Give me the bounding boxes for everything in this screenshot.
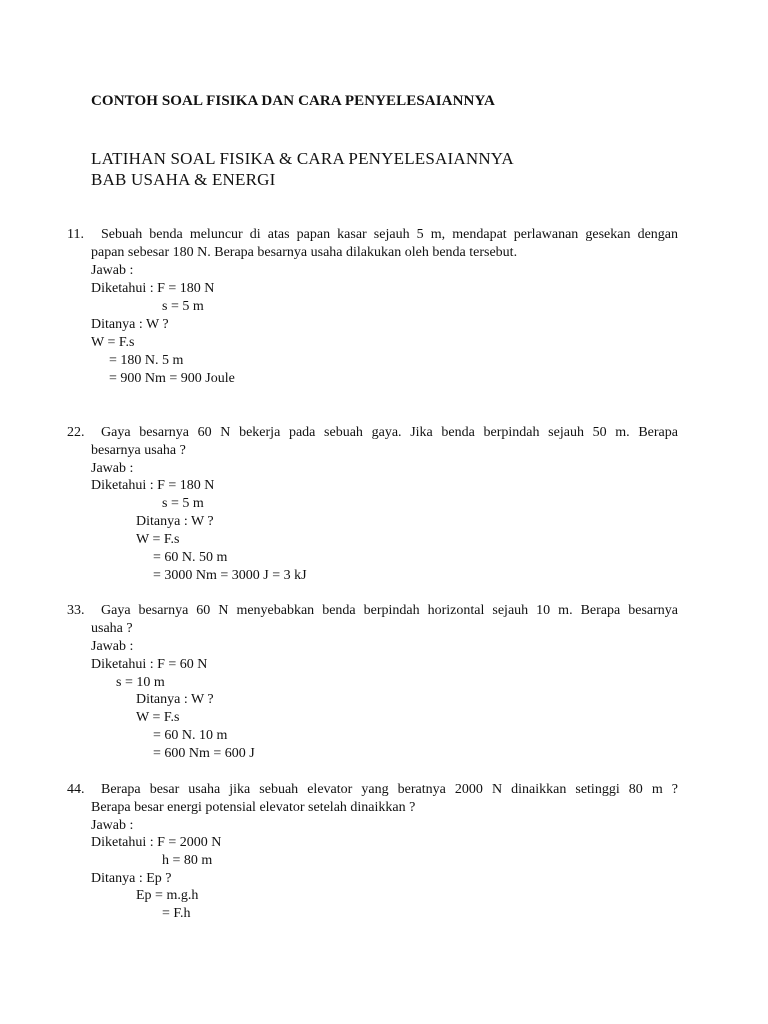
known-values: Diketahui : F = 180 N (91, 281, 215, 296)
calculation-result: = 600 Nm = 600 J (153, 746, 255, 761)
question-text: Gaya besarnya 60 N menyebabkan benda berpindah horizontal sejauh 10 m. Berapa besarnya (101, 603, 678, 618)
formula: W = F.s (136, 710, 180, 725)
question-text: Berapa besar usaha jika sebuah elevator yang beratnya 2000 N dinaikkan setinggi 80 m ? (101, 782, 678, 797)
answer-label: Jawab : (91, 263, 134, 278)
calculation-step: = 60 N. 10 m (153, 728, 228, 743)
calculation-result: = 900 Nm = 900 Joule (109, 371, 235, 386)
question-text: papan sebesar 180 N. Berapa besarnya usaha dilakukan oleh benda tersebut. (91, 245, 518, 260)
question-text: Berapa besar energi potensial elevator setelah dinaikkan ? (91, 800, 416, 815)
problem-number: 44. (67, 782, 85, 797)
question-text: Gaya besarnya 60 N bekerja pada sebuah gaya. Jika benda berpindah sejauh 50 m. Berapa (101, 425, 678, 440)
formula: Ep = m.g.h (136, 888, 199, 903)
asked-value: Ditanya : W ? (136, 514, 214, 529)
calculation-result: = 3000 Nm = 3000 J = 3 kJ (153, 568, 307, 583)
asked-value: Ditanya : W ? (136, 692, 214, 707)
question-text: Sebuah benda meluncur di atas papan kasar sejauh 5 m, mendapat perlawanan gesekan dengan (101, 227, 678, 242)
formula: W = F.s (91, 335, 135, 350)
chapter-title: BAB USAHA & ENERGI (91, 170, 276, 189)
question-text: usaha ? (91, 621, 133, 636)
calculation-step: = F.h (162, 906, 191, 921)
asked-value: Ditanya : Ep ? (91, 871, 172, 886)
answer-label: Jawab : (91, 639, 134, 654)
formula: W = F.s (136, 532, 180, 547)
known-values: h = 80 m (162, 853, 213, 868)
asked-value: Ditanya : W ? (91, 317, 169, 332)
known-values: s = 10 m (116, 675, 165, 690)
page-title: CONTOH SOAL FISIKA DAN CARA PENYELESAIANNYA (91, 93, 495, 109)
section-title: LATIHAN SOAL FISIKA & CARA PENYELESAIANNYA (91, 149, 514, 168)
problem-number: 33. (67, 603, 85, 618)
problem-number: 22. (67, 425, 85, 440)
problem-number: 11. (67, 227, 84, 242)
known-values: s = 5 m (162, 299, 204, 314)
known-values: Diketahui : F = 2000 N (91, 835, 222, 850)
known-values: Diketahui : F = 60 N (91, 657, 208, 672)
answer-label: Jawab : (91, 461, 134, 476)
known-values: s = 5 m (162, 496, 204, 511)
calculation-step: = 60 N. 50 m (153, 550, 228, 565)
known-values: Diketahui : F = 180 N (91, 478, 215, 493)
answer-label: Jawab : (91, 818, 134, 833)
question-text: besarnya usaha ? (91, 443, 186, 458)
calculation-step: = 180 N. 5 m (109, 353, 184, 368)
